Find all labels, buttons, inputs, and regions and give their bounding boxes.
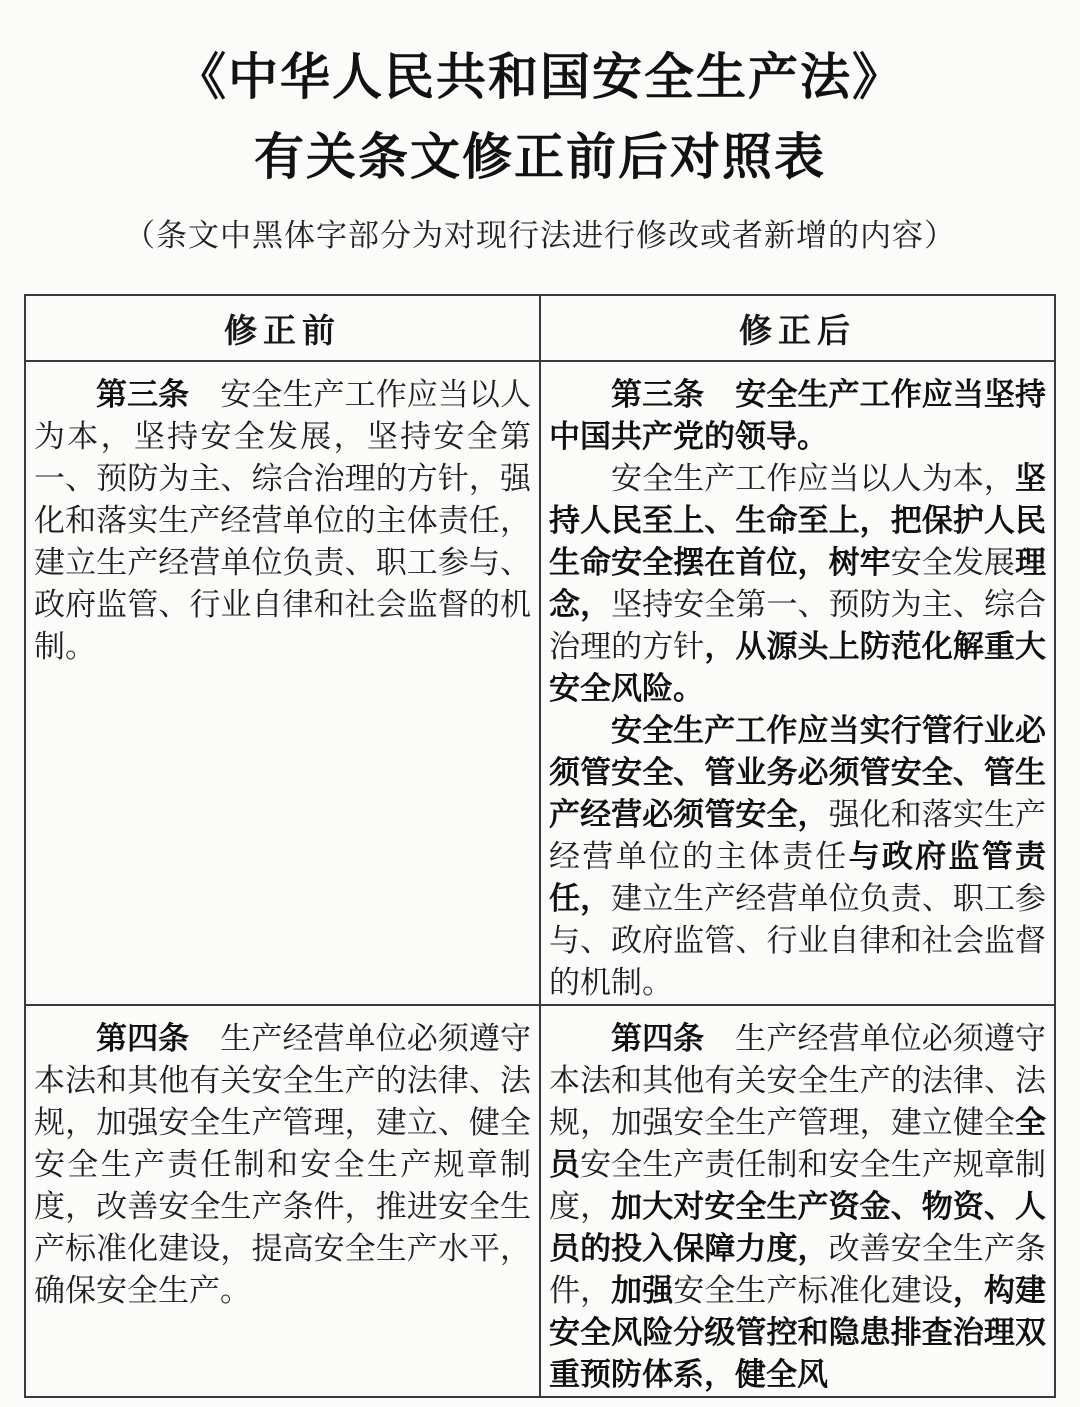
amended-text: 第三条 安全生产工作应当坚持中国共产党的领导。 [549,377,1046,455]
original-text: 改善安全生产条件， [549,1231,1046,1309]
law-paragraph [549,1018,1046,1396]
cell-after [540,1005,1055,1397]
cell-before [25,361,540,1005]
cell-before [25,1005,540,1397]
amended-text: 与政府监管责任， [549,839,1046,917]
table-header-row [25,295,1055,361]
original-text: 安全生产工作应当以人为本，坚持安全发展，坚持安全第一、预防为主、综合治理的方针，强化和落实生产经营单位的主体责任，建立生产经营单位负责、职工参与、政府监管、行业自律和社会监督的机制。 [34,377,531,665]
column-header-before: 修正前 [25,295,540,361]
cell-content [34,1018,531,1396]
cell-after [540,361,1055,1005]
table-row [25,361,1055,1005]
amended-text: 第四条 [611,1021,705,1057]
law-paragraph [34,374,531,668]
page-title-line1: 《中华人民共和国安全生产法》 [176,47,904,106]
original-text: 生产经营单位必须遵守本法和其他有关安全生产的法律、法规，加强安全生产管理，建立健全 [549,1021,1046,1141]
amended-text: 第四条 [96,1021,190,1057]
original-text: 建立生产经营单位负责、职工参与、政府监管、行业自律和社会监督的机制。 [549,881,1046,1001]
original-text: 安全生产责任制和安全生产规章制度， [549,1147,1046,1225]
amended-text: 安全生产工作应当实行管行业必须管安全、管业务必须管安全、管生产经营必须管安全， [549,713,1046,833]
amended-text: ，构建安全风险分级管控和隐患排查治理双重预防体系，健全风 [549,1273,1046,1393]
cell-content [549,1018,1046,1396]
page-title-line2: 有关条文修正前后对照表 [254,127,826,186]
original-text: 安全生产工作应当以人为本， [611,461,1015,497]
amended-text: 第三条 [96,377,190,413]
cell-content [34,374,531,1004]
original-text: 安全发展 [890,545,1016,581]
original-text: 安全生产标准化建设 [673,1273,953,1309]
column-header-after: 修正后 [540,295,1055,361]
bold-text-note: （条文中黑体字部分为对现行法进行修改或者新增的内容） [124,218,956,254]
amended-text: ，从源头上防范化解重大安全风险。 [549,629,1046,707]
comparison-table [24,294,1056,1398]
amended-text: 加大对安全生产资金、物资、人员的投入保障力度， [549,1189,1046,1267]
amended-text: 坚持人民至上、生命至上，把保护人民生命安全摆在首位，树牢 [549,461,1046,581]
table-row [25,1005,1055,1397]
original-text: 生产经营单位必须遵守本法和其他有关安全生产的法律、法规，加强安全生产管理，建立、健全安全生产责任制和安全生产规章制度，改善安全生产条件，推进安全生产标准化建设，提高安全生产水平，确保安全生产。 [34,1021,531,1309]
amended-text: 全员 [549,1105,1046,1183]
original-text: 坚持安全第一、预防为主、综合治理的方针 [549,587,1046,665]
amended-text: 理念， [549,545,1046,623]
cell-content [549,374,1046,1004]
original-text: 强化和落实生产经营单位的主体责任 [549,797,1046,875]
law-paragraph [549,374,1046,458]
law-paragraph [34,1018,531,1312]
law-paragraph [549,710,1046,1004]
amended-text: 加强 [611,1273,674,1309]
law-paragraph [549,458,1046,710]
